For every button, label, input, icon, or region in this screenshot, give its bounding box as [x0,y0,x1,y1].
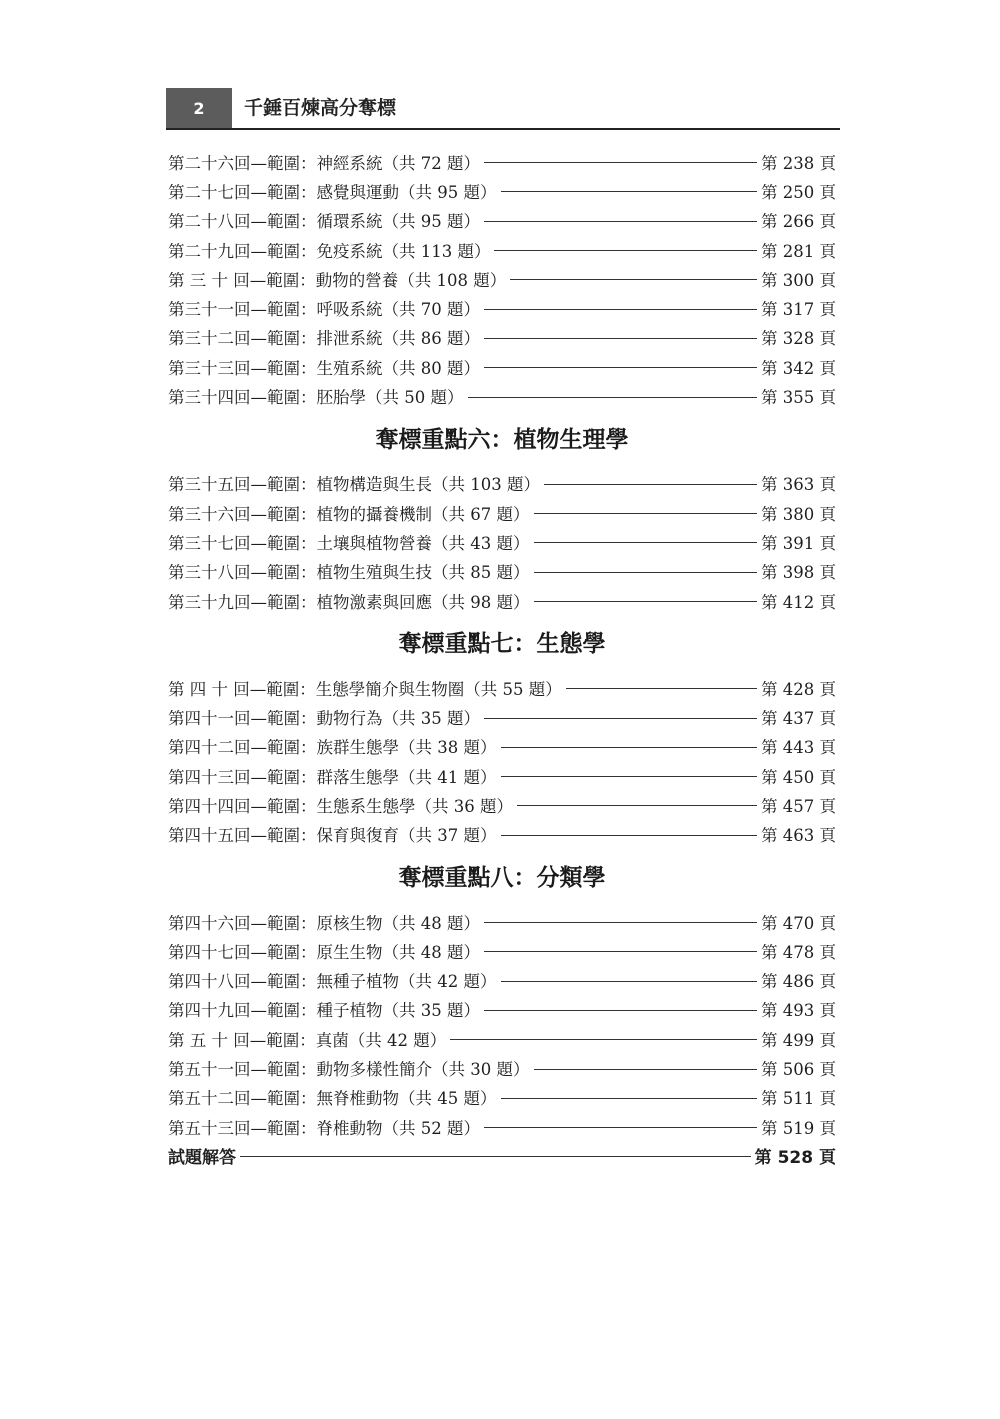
toc-entry-label: 第三十二回—範圍：排泄系統（共 86 題） [168,329,480,349]
leader-line [484,338,757,339]
toc-entry-label: 第四十六回—範圍：原核生物（共 48 題） [168,913,480,933]
toc-entry [168,936,836,965]
toc-entry [168,498,836,527]
toc-entry-label: 第三十八回—範圍：植物生殖與生技（共 85 題） [168,563,530,583]
leader-line [484,162,757,163]
leader-line [484,221,757,222]
toc-entry [168,1083,836,1112]
answers-page: 第 528 頁 [754,1148,836,1169]
toc-entry [168,381,836,410]
toc-entry-page: 第 266 頁 [761,212,836,232]
toc-entry-page: 第 328 頁 [761,329,836,349]
toc-entry [168,820,836,849]
toc-entry [168,1053,836,1082]
toc-entry-page: 第 511 頁 [761,1089,836,1109]
leader-line [501,981,758,982]
toc-entry-page: 第 391 頁 [761,533,836,553]
toc-entry-label: 第四十五回—範圍：保育與復育（共 37 題） [168,826,497,846]
toc-entry-page: 第 300 頁 [761,270,836,290]
toc-entry-label: 第四十一回—範圍：動物行為（共 35 題） [168,709,480,729]
leader-line [534,572,758,573]
toc-entry-page: 第 506 頁 [761,1060,836,1080]
toc-entry [168,264,836,293]
toc-entry [168,557,836,586]
book-title: 千錘百煉高分奪標 [244,97,397,119]
toc-entry [168,352,836,381]
leader-line [534,1069,758,1070]
toc-entry-page: 第 250 頁 [761,182,836,202]
toc-entry [168,995,836,1024]
toc-entry-label: 第 四 十 回—範圍：生態學簡介與生物圈（共 55 題） [168,679,562,699]
section-title: 奪標重點八：分類學 [398,864,606,891]
toc-entry [168,702,836,731]
toc-entry-answers [168,1141,836,1170]
toc-entry-label: 第四十九回—範圍：種子植物（共 35 題） [168,1001,480,1021]
toc-entry [168,966,836,995]
toc-entry-label: 第二十六回—範圍：神經系統（共 72 題） [168,153,480,173]
toc-entry [168,176,836,205]
leader-line [484,1127,757,1128]
toc-entry-page: 第 317 頁 [761,300,836,320]
leader-line [240,1156,751,1157]
table-of-contents [168,147,836,1171]
toc-entry-page: 第 281 頁 [761,241,836,261]
toc-entry [168,790,836,819]
answers-label: 試題解答 [168,1148,236,1169]
toc-entry-page: 第 493 頁 [761,1001,836,1021]
toc-entry-label: 第 五 十 回—範圍：真菌（共 42 題） [168,1030,447,1050]
leader-line [534,542,758,543]
leader-line [484,1010,757,1011]
toc-entry [168,1024,836,1053]
toc-entry [168,293,836,322]
toc-entry [168,147,836,176]
leader-line [450,1039,757,1040]
toc-entry-label: 第二十八回—範圍：循環系統（共 95 題） [168,212,480,232]
section-title: 奪標重點七：生態學 [398,631,606,658]
leader-line [501,191,758,192]
toc-entry-label: 第二十九回—範圍：免疫系統（共 113 題） [168,241,491,261]
toc-entry-page: 第 486 頁 [761,972,836,992]
leader-line [534,513,758,514]
toc-entry [168,761,836,790]
leader-line [510,279,757,280]
toc-entry-page: 第 342 頁 [761,358,836,378]
toc-entry [168,527,836,556]
toc-entry [168,323,836,352]
toc-entry [168,673,836,702]
toc-entry-page: 第 450 頁 [761,767,836,787]
toc-entry-page: 第 428 頁 [761,679,836,699]
toc-entry-page: 第 355 頁 [761,388,836,408]
leader-line [484,922,757,923]
toc-entry [168,235,836,264]
toc-entry-page: 第 238 頁 [761,153,836,173]
toc-entry [168,469,836,498]
toc-entry-label: 第三十五回—範圍：植物構造與生長（共 103 題） [168,475,540,495]
toc-entry-label: 第四十二回—範圍：族群生態學（共 38 題） [168,738,497,758]
toc-entry-label: 第三十一回—範圍：呼吸系統（共 70 題） [168,300,480,320]
toc-entry-label: 第三十七回—範圍：土壤與植物營養（共 43 題） [168,533,530,553]
toc-entry-page: 第 463 頁 [761,826,836,846]
page-header [166,88,840,130]
toc-entry-page: 第 499 頁 [761,1030,836,1050]
toc-entry-page: 第 437 頁 [761,709,836,729]
toc-entry-page: 第 412 頁 [761,592,836,612]
toc-entry-label: 第四十八回—範圍：無種子植物（共 42 題） [168,972,497,992]
leader-line [484,718,757,719]
toc-entry-label: 第五十二回—範圍：無脊椎動物（共 45 題） [168,1089,497,1109]
leader-line [501,1098,758,1099]
toc-entry [168,586,836,615]
toc-entry [168,206,836,235]
toc-entry-page: 第 380 頁 [761,504,836,524]
leader-line [501,747,758,748]
toc-entry-page: 第 470 頁 [761,913,836,933]
toc-entry-page: 第 363 頁 [761,475,836,495]
leader-line [517,805,757,806]
toc-entry-label: 第五十三回—範圍：脊椎動物（共 52 題） [168,1118,480,1138]
leader-line [494,250,757,251]
toc-entry-page: 第 519 頁 [761,1118,836,1138]
toc-entry-label: 第三十四回—範圍：胚胎學（共 50 題） [168,388,464,408]
page-number: 2 [166,88,232,128]
toc-entry [168,732,836,761]
leader-line [566,688,757,689]
toc-entry [168,907,836,936]
leader-line [484,309,757,310]
toc-entry-page: 第 398 頁 [761,563,836,583]
toc-entry-label: 第二十七回—範圍：感覺與運動（共 95 題） [168,182,497,202]
toc-entry [168,1112,836,1141]
toc-entry-page: 第 478 頁 [761,942,836,962]
toc-entry-page: 第 457 頁 [761,796,836,816]
toc-entry-page: 第 443 頁 [761,738,836,758]
leader-line [544,484,757,485]
toc-entry-label: 第四十三回—範圍：群落生態學（共 41 題） [168,767,497,787]
leader-line [484,951,757,952]
toc-entry-label: 第 三 十 回—範圍：動物的營養（共 108 題） [168,270,507,290]
toc-entry-label: 第四十七回—範圍：原生生物（共 48 題） [168,942,480,962]
toc-entry-label: 第三十六回—範圍：植物的攝養機制（共 67 題） [168,504,530,524]
toc-entry-label: 第三十九回—範圍：植物激素與回應（共 98 題） [168,592,530,612]
toc-entry-label: 第四十四回—範圍：生態系生態學（共 36 題） [168,796,513,816]
leader-line [501,835,758,836]
toc-entry-label: 第五十一回—範圍：動物多樣性簡介（共 30 題） [168,1060,530,1080]
section-title: 奪標重點六：植物生理學 [375,426,629,453]
leader-line [534,601,758,602]
leader-line [501,776,758,777]
toc-entry-label: 第三十三回—範圍：生殖系統（共 80 題） [168,358,480,378]
leader-line [484,367,757,368]
leader-line [468,397,758,398]
